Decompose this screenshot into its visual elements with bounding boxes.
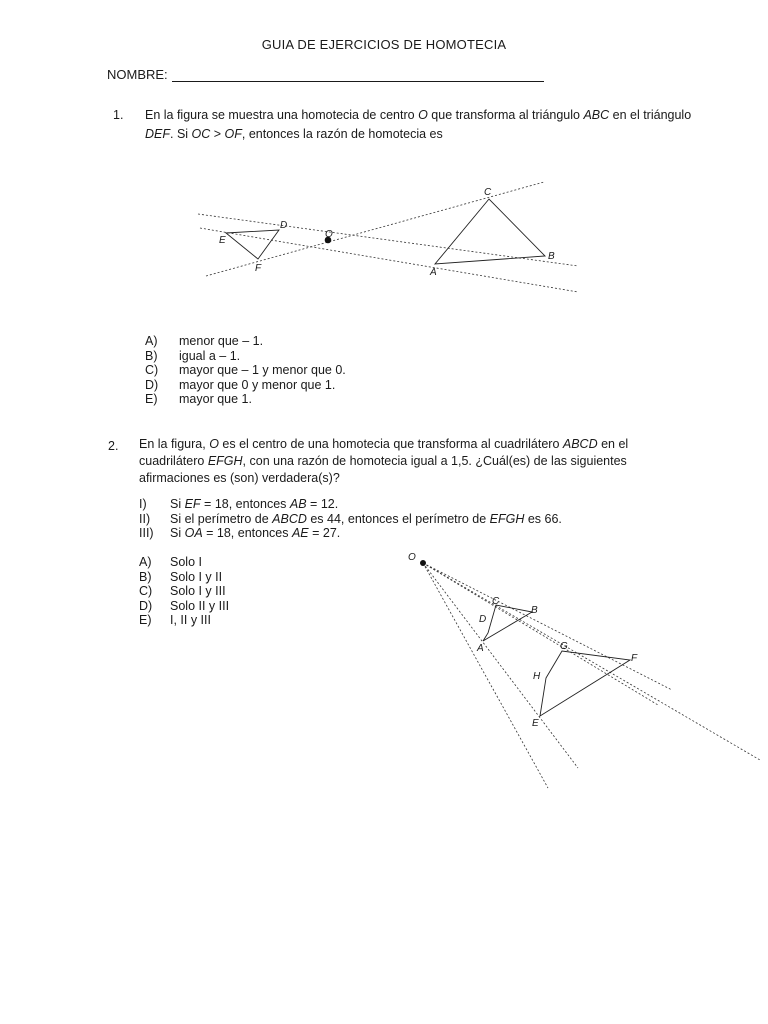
question-1-text: En la figura se muestra una homotecia de centro O que transforma al triángulo ABC en el triángulo DEF. Si OC > OF, entonces la razón de homotecia es [145, 108, 692, 141]
option-b[interactable]: B) Solo I y II [139, 569, 223, 584]
option-c[interactable]: C) mayor que – 1 y menor que 0. [145, 363, 346, 378]
statement-iii: III) Si OA = 18, entonces AE = 27. [139, 526, 341, 541]
svg-text:D: D [280, 220, 288, 231]
statement-ii: II) Si el perímetro de ABCD es 44, entonces el perímetro de EFGH es 66. [139, 511, 562, 526]
option-d[interactable]: D) Solo II y III [139, 598, 230, 613]
name-label: NOMBRE: [107, 67, 168, 82]
option-e[interactable]: E) mayor que 1. [145, 392, 252, 407]
svg-text:C: C [492, 596, 500, 607]
svg-text:O: O [325, 229, 333, 240]
center-point-o [420, 560, 426, 566]
svg-text:A: A [430, 267, 437, 278]
question-1-number: 1. [113, 108, 124, 122]
question-2-number: 2. [108, 439, 119, 453]
svg-text:H: H [533, 671, 541, 682]
svg-text:F: F [631, 653, 638, 664]
question-2-text: En la figura, O es el centro de una homotecia que transforma al cuadrilátero ABCD en el cuadrilátero EFGH, con una razón de homotecia igual a 1,5. ¿Cuál(es) de las siguientes afirmaciones es (son) verdadera(s)? [139, 437, 629, 485]
svg-text:E: E [532, 718, 539, 729]
option-c[interactable]: C) Solo I y III [139, 584, 226, 599]
statement-i: I) Si EF = 18, entonces AB = 12. [139, 497, 339, 511]
svg-text:B: B [548, 251, 555, 262]
page-title: GUIA DE EJERCICIOS DE HOMOTECIA [261, 37, 507, 52]
svg-text:O: O [408, 552, 416, 563]
svg-text:D: D [479, 614, 487, 625]
svg-text:C: C [484, 187, 492, 198]
option-b[interactable]: B) igual a – 1. [145, 348, 241, 363]
option-a[interactable]: A) Solo I [139, 555, 202, 569]
option-e[interactable]: E) I, II y III [139, 613, 211, 628]
option-a[interactable]: A) menor que – 1. [145, 334, 264, 348]
svg-text:B: B [531, 605, 538, 616]
svg-text:A: A [477, 643, 484, 654]
svg-text:G: G [560, 641, 568, 652]
svg-text:E: E [219, 235, 226, 246]
svg-text:F: F [255, 263, 262, 274]
option-d[interactable]: D) mayor que 0 y menor que 1. [145, 377, 336, 392]
